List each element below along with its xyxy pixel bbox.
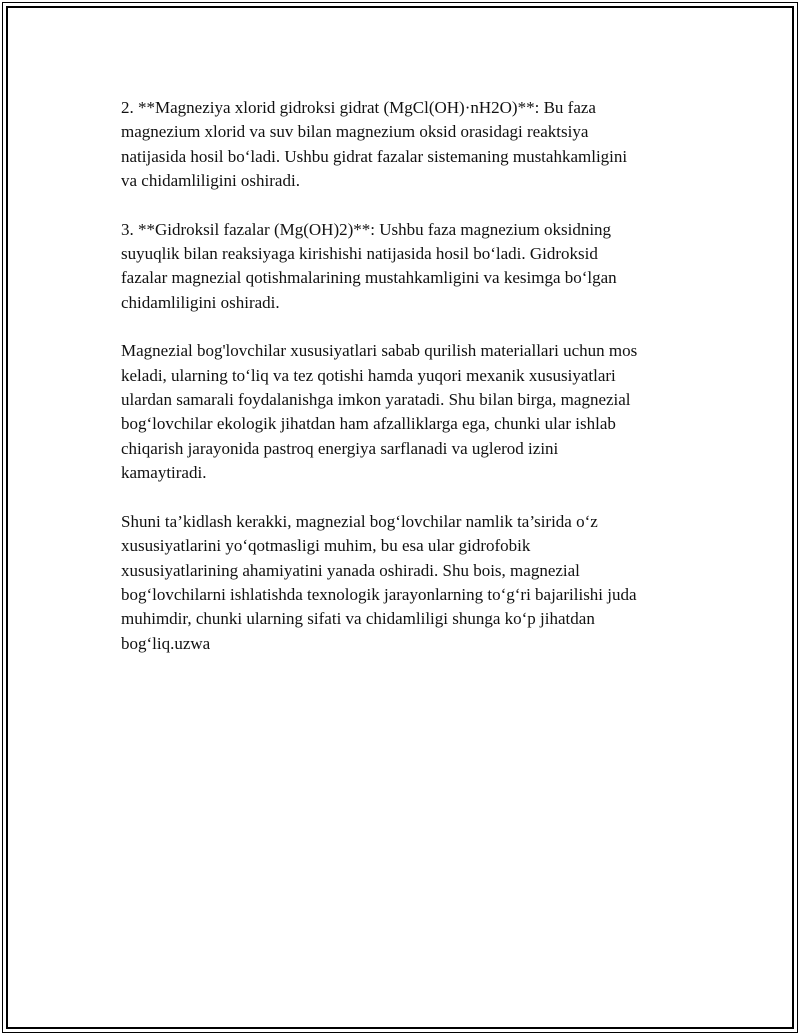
paragraph-hydrate-phase: 2. **Magneziya xlorid gidroksi gidrat (MgCl(OH)·nH2O)**: Bu faza magnezium xlorid va suv bilan magnezium oksid orasidagi reaktsiya natijasida hosil bo‘ladi. Ushbu gidrat fazalar sistemaning mustahkamligini va chidamliligini oshiradi. bbox=[121, 98, 628, 191]
paragraph-properties: Magnezial bog'lovchilar xususiyatlari sabab qurilish materiallari uchun mos keladi, ularning to‘liq va tez qotishi hamda yuqori mexanik xususiyatlari ulardan samarali foydalanishga imkon yaratadi. Shu bilan birga, magnezial bog‘lovchilar ekologik jihatdan ham afzalliklarga ega, chunki ular ishlab chiqarish jarayonida pastroq energiya sarflanadi va uglerod izini kamaytiradi. bbox=[121, 341, 638, 483]
paragraph-conclusion: Shuni ta’kidlash kerakki, magnezial bog‘lovchilar namlik ta’sirida o‘z xususiyatlarini yo‘qotmasligi muhim, bu esa ular gidrofobik xususiyatlarining ahamiyatini yanada oshiradi. Shu bois, magnezial bog‘lovchilarni ishlatishda texnologik jarayonlarning to‘g‘ri bajarilishi juda muhimdir, chunki ularning sifati va chidamliligi shunga ko‘p jihatdan bog‘liq.uzwa bbox=[121, 511, 637, 653]
document-body bbox=[121, 96, 701, 680]
document-page bbox=[2, 2, 798, 1033]
paragraph-hydroxyl-phase: 3. **Gidroksil fazalar (Mg(OH)2)**: Ushbu faza magnezium oksidning suyuqlik bilan reaksiyaga kirishishi natijasida hosil bo‘ladi. Gidroksid fazalar magnezial qotishmalarining mustahkamligini va kesimga bo‘lgan chidamliligini oshiradi. bbox=[121, 219, 617, 312]
